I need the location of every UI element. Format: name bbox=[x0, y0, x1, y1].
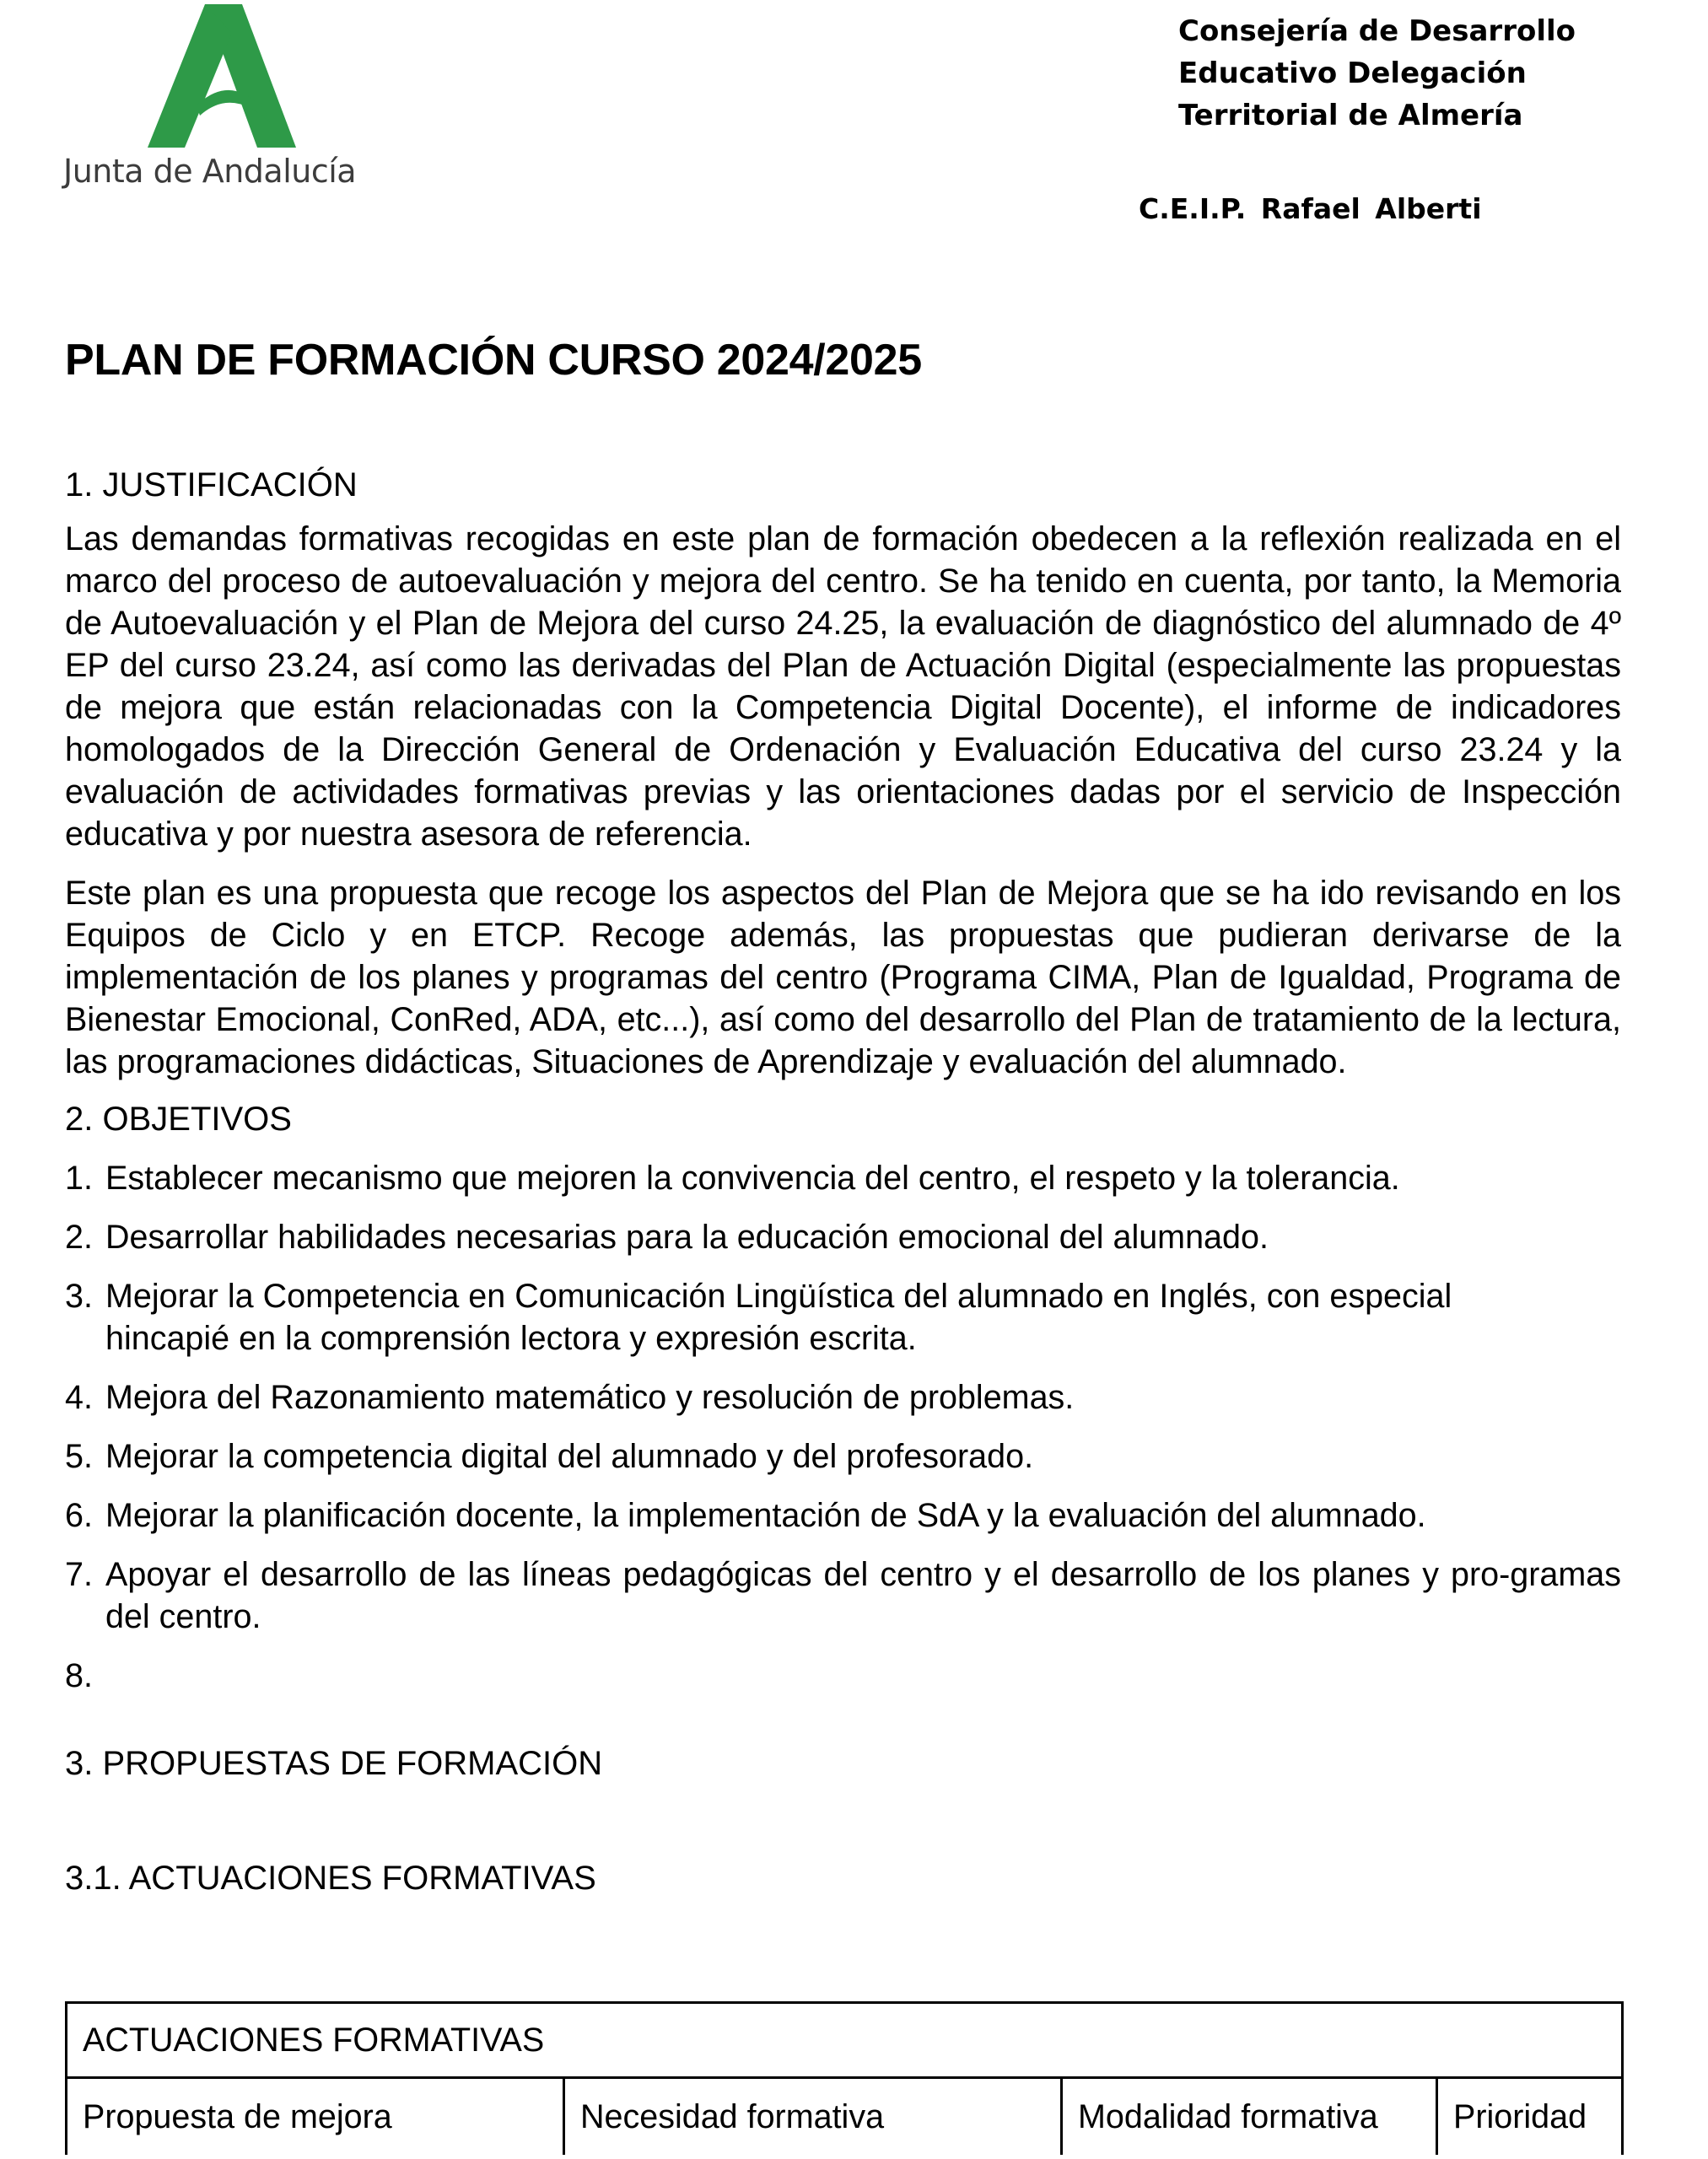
list-item-number: 1. bbox=[65, 1160, 93, 1197]
section-heading-actuaciones: 3.1. ACTUACIONES FORMATIVAS bbox=[65, 1860, 596, 1897]
list-item bbox=[65, 1655, 1621, 1697]
consejeria-block bbox=[1178, 10, 1651, 137]
table-title: ACTUACIONES FORMATIVAS bbox=[67, 2003, 1623, 2078]
list-item bbox=[65, 1376, 1621, 1419]
school-name: C.E.I.P. Rafael Alberti bbox=[1139, 192, 1482, 225]
column-header: Necesidad formativa bbox=[564, 2078, 1062, 2156]
list-item-text: Desarrollar habilidades necesarias para la educación emocional del alumnado. bbox=[105, 1219, 1269, 1256]
column-header: Prioridad bbox=[1437, 2078, 1623, 2156]
paragraph: Este plan es una propuesta que recoge los aspectos del Plan de Mejora que se ha ido revisando en los Equipos de Ciclo y en ETCP. Recoge además, las propuestas que pudieran derivarse de la implementación de los planes y programas del centro (Programa CIMA, Plan de Igualdad, Programa de Bienestar Emocional, ConRed, ADA, etc...), así como del desarrollo del Plan de tratamiento de la lectura, las programaciones didácticas, Situaciones de Aprendizaje y evaluación del alumnado. bbox=[65, 875, 1621, 1080]
junta-andalucia-a-logo-icon bbox=[148, 4, 316, 148]
list-item bbox=[65, 1494, 1621, 1537]
list-item-text: Apoyar el desarrollo de las líneas pedagógicas del centro y el desarrollo de los planes y pro-gramas del centro. bbox=[105, 1556, 1621, 1635]
list-item bbox=[65, 1553, 1621, 1638]
list-item bbox=[65, 1157, 1621, 1199]
list-item-text: Mejorar la Competencia en Comunicación Lingüística del alumnado en Inglés, con especial hincapié en la comprensión lectora y expresión escrita. bbox=[105, 1278, 1452, 1357]
list-item-text: Mejorar la planificación docente, la implementación de SdA y la evaluación del alumnado. bbox=[105, 1497, 1426, 1534]
list-item-number: 3. bbox=[65, 1278, 93, 1315]
paragraph: Las demandas formativas recogidas en este plan de formación obedecen a la reflexión realizada en el marco del proceso de autoevaluación y mejora del centro. Se ha tenido en cuenta, por tanto, la Memoria de Autoevaluación y el Plan de Mejora del curso 24.25, la evaluación de diagnóstico del alumnado de 4º EP del curso 23.24, así como las derivadas del Plan de Actuación Digital (especialmente las propuestas de mejora que están relacionadas con la Competencia Digital Docente), el informe de indicadores homologados de la Dirección General de Ordenación y Evaluación Educativa del curso 23.24 y la evaluación de actividades formativas previas y las orientaciones dadas por el servicio de Inspección educativa y por nuestra asesora de referencia. bbox=[65, 520, 1621, 853]
section-heading-objetivos: 2. OBJETIVOS bbox=[65, 1101, 292, 1138]
list-item-number: 6. bbox=[65, 1497, 93, 1534]
list-item bbox=[65, 1275, 1621, 1359]
list-item-text: Establecer mecanismo que mejoren la convivencia del centro, el respeto y la tolerancia. bbox=[105, 1160, 1400, 1197]
table-title-row bbox=[67, 2003, 1623, 2078]
section-heading-propuestas: 3. PROPUESTAS DE FORMACIÓN bbox=[65, 1745, 603, 1782]
column-header: Propuesta de mejora bbox=[67, 2078, 564, 2156]
consejeria-line: Territorial de Almería bbox=[1178, 99, 1523, 132]
list-item-text bbox=[105, 1655, 1621, 1697]
objectives-list bbox=[65, 1157, 1621, 1697]
list-item-number: 4. bbox=[65, 1379, 93, 1416]
consejeria-line: Consejería de Desarrollo bbox=[1178, 14, 1576, 48]
section-heading-justificacion: 1. JUSTIFICACIÓN bbox=[65, 466, 358, 503]
column-header: Modalidad formativa bbox=[1062, 2078, 1437, 2156]
document-title: PLAN DE FORMACIÓN CURSO 2024/2025 bbox=[65, 336, 922, 385]
consejeria-line: Educativo Delegación bbox=[1178, 57, 1527, 90]
list-item-number: 5. bbox=[65, 1438, 93, 1475]
logo-text: Junta de Andalucía bbox=[63, 153, 357, 190]
list-item-number: 7. bbox=[65, 1556, 93, 1593]
list-item-text: Mejora del Razonamiento matemático y resolución de problemas. bbox=[105, 1379, 1075, 1416]
junta-andalucia-logo bbox=[63, 4, 401, 194]
list-item-number: 8. bbox=[65, 1657, 93, 1694]
list-item-text: Mejorar la competencia digital del alumnado y del profesorado. bbox=[105, 1438, 1034, 1475]
actuaciones-table bbox=[65, 2001, 1624, 2155]
document-body bbox=[65, 331, 1621, 1899]
list-item bbox=[65, 1216, 1621, 1258]
list-item bbox=[65, 1435, 1621, 1478]
table-header-row bbox=[67, 2078, 1623, 2156]
list-item-number: 2. bbox=[65, 1219, 93, 1256]
